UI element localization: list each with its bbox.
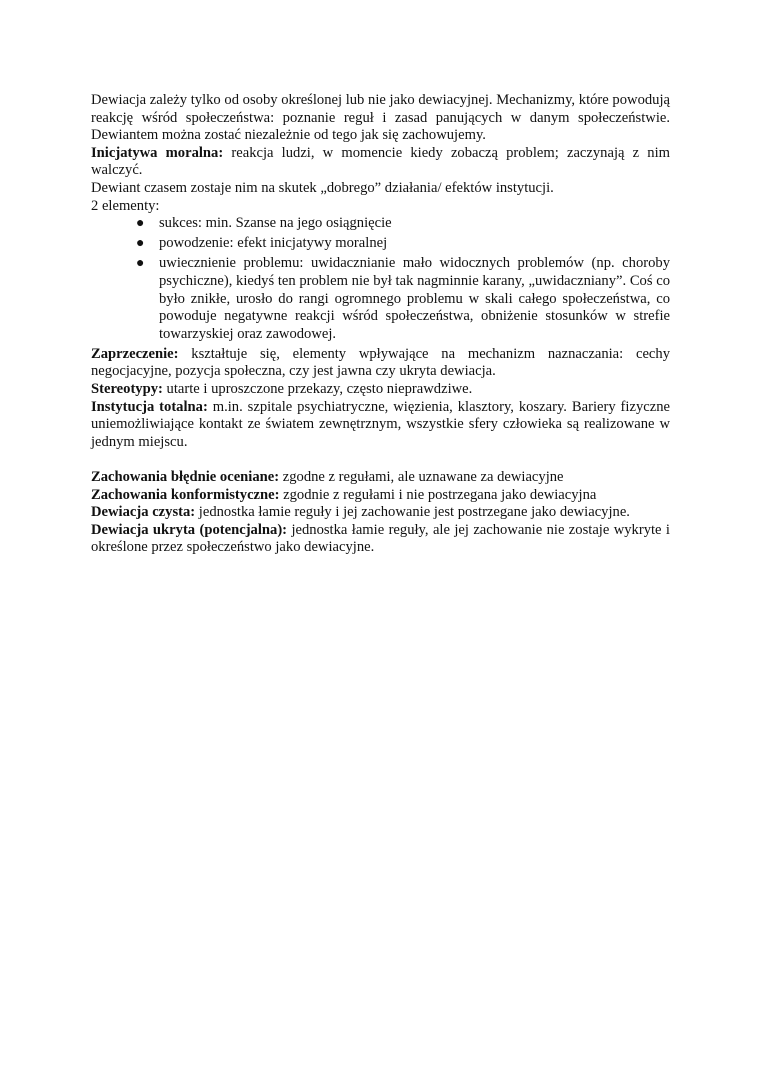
paragraph-intro: Dewiacja zależy tylko od osoby określonej lub nie jako dewiacyjnej. Mechanizmy, które powodują reakcję wśród społeczeństwa: poznanie reguł i zasad panujących w danym społeczeństwie. Dewiantem można zostać niezależnie od tego jak się zachowujemy.	[91, 92, 670, 144]
paragraph-misjudged-behavior	[91, 469, 670, 487]
bullet-icon: ●	[136, 256, 145, 272]
definition-moral-initiative: reakcja ludzi, w momencie kiedy zobaczą problem; zaczynają z nim walczyć.	[91, 144, 671, 179]
term-denial: Zaprzeczenie:	[91, 345, 179, 362]
term-hidden-deviation: Dewiacja ukryta (potencjalna):	[91, 521, 288, 538]
paragraph-deviant: Dewiant czasem zostaje nim na skutek „dobrego” działania/ efektów instytucji.	[91, 179, 554, 196]
definition-total-institution: m.in. szpitale psychiatryczne, więzienia, klasztory, koszary. Bariery fizyczne uniemożliwiające kontakt ze światem zewnętrznym, wszystkie sfery człowieka są realizowane w jednym miejscu.	[91, 398, 670, 450]
list-item-text: uwiecznienie problemu: uwidacznianie mało widocznych problemów (np. choroby psychiczne), kiedyś ten problem nie był tak nagminnie karany, „uwidaczniany”. Coś co było znikłe, urosło do rangi ogromnego problemu w skali całego społeczeństwa, co powoduje negatywne reakcji wśród społeczeństwa, obniżenie stosunków w strefie towarzyskiej oraz zawodowej.	[159, 255, 670, 342]
paragraph-total-institution	[91, 399, 670, 452]
definition-denial: kształtuje się, elementy wpływające na mechanizm naznaczania: cechy negocjacyjne, pozycja społeczna, czy jest jawna czy ukryta dewiacja.	[91, 345, 670, 380]
list-item	[91, 255, 670, 343]
elements-list	[91, 215, 670, 343]
list-item	[91, 235, 670, 253]
paragraph-pure-deviation	[91, 504, 670, 522]
definition-misjudged-behavior: zgodne z regułami, ale uznawane za dewiacyjne	[279, 468, 564, 485]
paragraph-elements: 2 elementy:	[91, 197, 160, 214]
bullet-icon: ●	[136, 216, 145, 232]
paragraph-spacer	[91, 451, 670, 469]
paragraph-denial	[91, 346, 670, 381]
term-pure-deviation: Dewiacja czysta:	[91, 504, 196, 521]
term-stereotypes: Stereotypy:	[91, 381, 163, 397]
paragraph-conformist-behavior	[91, 487, 670, 505]
document-page	[91, 92, 670, 557]
definition-pure-deviation: jednostka łamie reguły i jej zachowanie jest postrzegane jako dewiacyjne.	[195, 504, 630, 521]
definition-hidden-deviation: jednostka łamie reguły, ale jej zachowanie nie zostaje wykryte i określone przez społeczeństwo jako dewiacyjne.	[91, 521, 670, 556]
term-total-institution: Instytucja totalna:	[91, 398, 208, 415]
term-moral-initiative: Inicjatywa moralna:	[91, 144, 224, 161]
term-misjudged-behavior: Zachowania błędnie oceniane:	[91, 468, 280, 485]
paragraph-stereotypes	[91, 381, 670, 399]
paragraph-moral-initiative	[91, 145, 670, 180]
bullet-icon: ●	[136, 236, 145, 252]
paragraph-hidden-deviation	[91, 522, 670, 557]
definition-stereotypes: utarte i uproszczone przekazy, często nieprawdziwe.	[162, 381, 473, 397]
list-item-text: powodzenie: efekt inicjatywy moralnej	[159, 235, 388, 252]
list-item	[91, 215, 670, 233]
list-item-text: sukces: min. Szanse na jego osiągnięcie	[159, 215, 392, 232]
term-conformist-behavior: Zachowania konformistyczne:	[91, 486, 280, 503]
definition-conformist-behavior: zgodnie z regułami i nie postrzegana jako dewiacyjna	[279, 486, 597, 503]
